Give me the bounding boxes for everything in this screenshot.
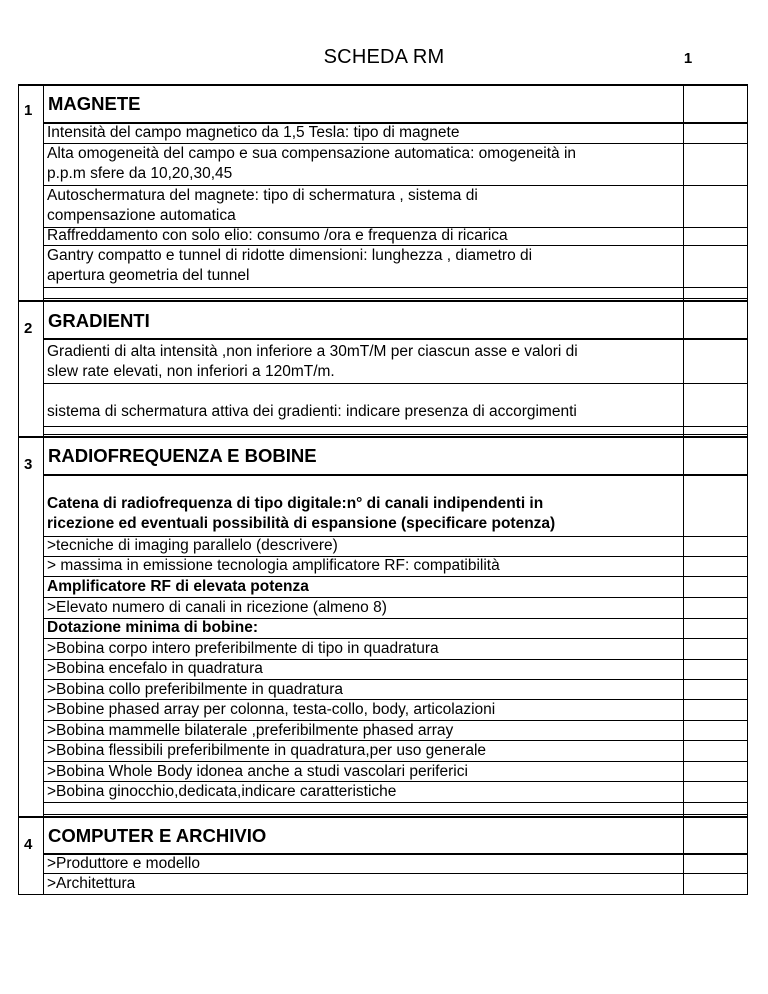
spec-row: >Bobina Whole Body idonea anche a studi vascolari periferici [47, 763, 468, 780]
spec-row: >Architettura [47, 875, 136, 892]
spec-row: Intensità del campo magnetico da 1,5 Tesla: tipo di magnete [47, 124, 460, 141]
spec-row: >Bobina collo preferibilmente in quadratura [47, 681, 343, 698]
spec-row: Raffreddamento con solo elio: consumo /ora e frequenza di ricarica [47, 227, 508, 244]
row-divider [43, 434, 748, 435]
spec-row: >tecniche di imaging parallelo (descrivere) [47, 537, 338, 554]
row-divider [43, 298, 748, 299]
spec-row: Gantry compatto e tunnel di ridotte dimensioni: lunghezza , diametro di [47, 247, 533, 264]
section-number: 1 [24, 102, 33, 119]
spec-row: >Elevato numero di canali in ricezione (almeno 8) [47, 599, 387, 616]
spec-row: Amplificatore RF di elevata potenza [47, 578, 309, 595]
section-divider [18, 816, 748, 818]
spec-row: > massima in emissione tecnologia amplificatore RF: compatibilità [47, 557, 500, 574]
document-title: SCHEDA RM [323, 46, 445, 68]
section-title-gradienti: GRADIENTI [48, 310, 150, 331]
row-divider [43, 814, 748, 815]
spec-row: >Bobina flessibili preferibilmente in quadratura,per uso generale [47, 742, 487, 759]
row-divider [43, 802, 748, 803]
spec-row: sistema di schermatura attiva dei gradienti: indicare presenza di accorgimenti [47, 403, 577, 420]
spec-row: ricezione ed eventuali possibilità di espansione (specificare potenza) [47, 515, 556, 532]
section-title-computer: COMPUTER E ARCHIVIO [48, 825, 267, 846]
section-number: 2 [24, 320, 33, 337]
table-bottom-border [18, 894, 748, 895]
table-top-border [18, 84, 748, 86]
spec-row: Gradienti di alta intensità ,non inferiore a 30mT/M per ciascun asse e valori di [47, 343, 578, 360]
row-divider [43, 338, 748, 340]
section-number: 4 [24, 836, 33, 853]
spec-row: >Produttore e modello [47, 855, 200, 872]
number-column-divider [43, 84, 44, 895]
spec-row: p.p.m sfere da 10,20,30,45 [47, 165, 233, 182]
section-divider [18, 300, 748, 302]
row-divider [43, 383, 748, 384]
table-border-right [747, 84, 748, 895]
section-divider [18, 436, 748, 438]
spec-row: >Bobina corpo intero preferibilmente di tipo in quadratura [47, 640, 439, 657]
page-number: 1 [683, 50, 693, 67]
spec-row: slew rate elevati, non inferiori a 120mT/m. [47, 363, 335, 380]
section-title-magnete: MAGNETE [48, 93, 141, 114]
spec-row: Catena di radiofrequenza di tipo digitale:n° di canali indipendenti in [47, 495, 544, 512]
spec-row: Alta omogeneità del campo e sua compensazione automatica: omogeneità in [47, 145, 577, 162]
value-column-divider [683, 84, 684, 895]
row-divider [43, 426, 748, 427]
spec-row: apertura geometria del tunnel [47, 267, 250, 284]
section-title-radiofrequenza: RADIOFREQUENZA E BOBINE [48, 445, 317, 466]
table-border-left [18, 84, 19, 895]
spec-row: Autoschermatura del magnete: tipo di schermatura , sistema di [47, 187, 478, 204]
spec-row: >Bobine phased array per colonna, testa-collo, body, articolazioni [47, 701, 496, 718]
spec-row: >Bobina ginocchio,dedicata,indicare caratteristiche [47, 783, 397, 800]
spec-row: Dotazione minima di bobine: [47, 619, 258, 636]
spec-row: >Bobina encefalo in quadratura [47, 660, 263, 677]
row-divider [43, 287, 748, 288]
spec-row: >Bobina mammelle bilaterale ,preferibilmente phased array [47, 722, 454, 739]
row-divider [43, 474, 748, 476]
spec-row: compensazione automatica [47, 207, 236, 224]
section-number: 3 [24, 456, 33, 473]
